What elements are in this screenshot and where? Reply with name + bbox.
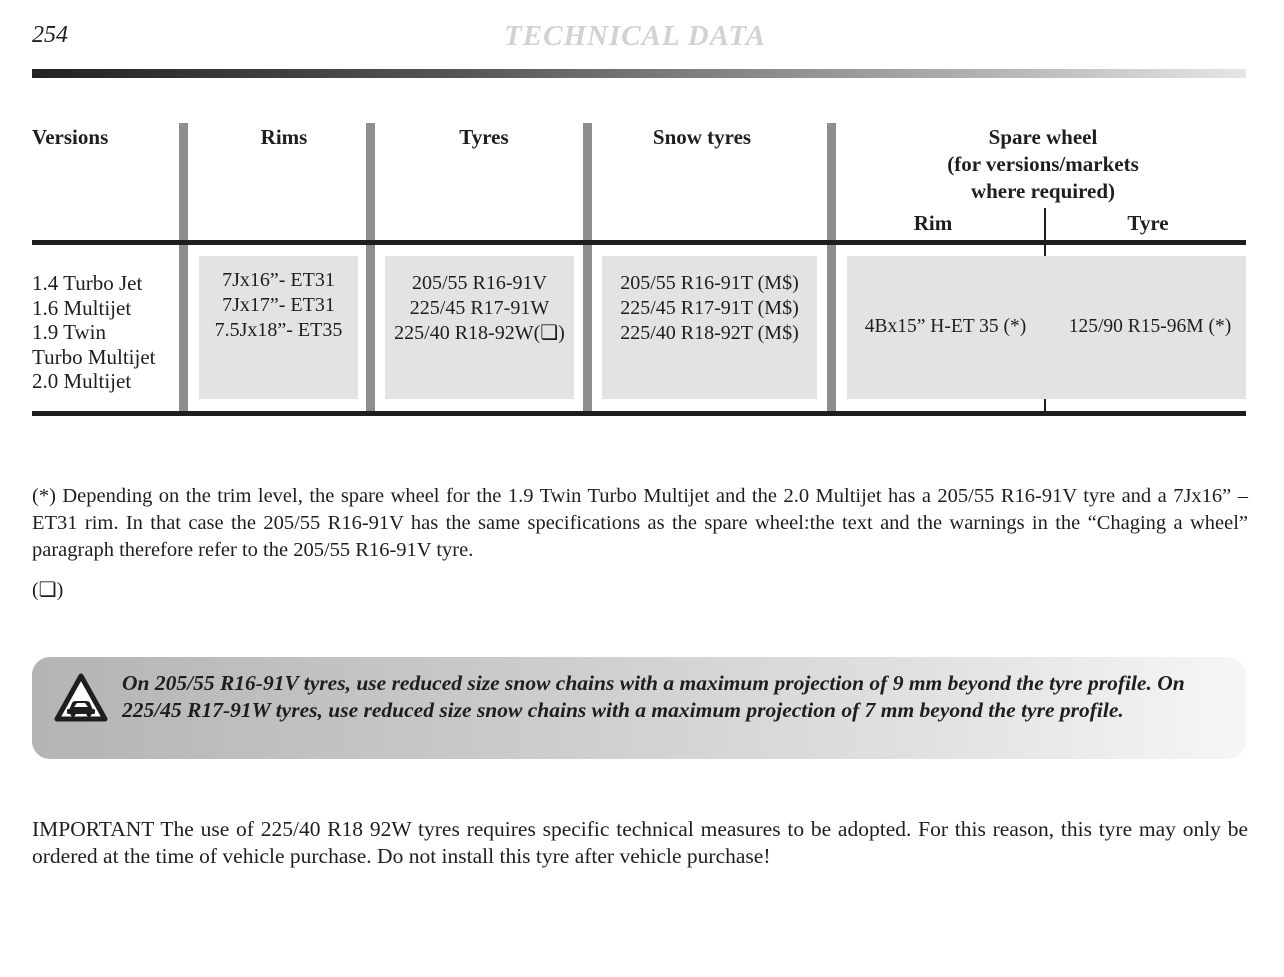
tyre-spec-table <box>0 0 1284 440</box>
snow-tyre-item: 205/55 R16-91T (M$) <box>620 272 799 294</box>
header-spare-wheel-line-2: (for versions/markets <box>947 152 1139 176</box>
page-number: 254 <box>32 22 68 48</box>
header-spare-wheel <box>838 124 1248 205</box>
column-separator <box>583 123 592 413</box>
header-spare-wheel-line-1: Spare wheel <box>988 125 1098 149</box>
spare-wheel-footnote: (*) Depending on the trim level, the spare wheel for the 1.9 Twin Turbo Multijet and the 2.0 Multijet has a 205/55 R16-91V tyre and a 7Jx16” – ET31 rim. In that case the 205/55 R16-91V has the same specifications as the spare wheel:the text and the warnings in the “Chaging a wheel” paragraph therefore refer to the 205/55 R16-91V tyre. <box>32 485 1248 561</box>
rim-item: 7.5Jx18”- ET35 <box>214 319 343 341</box>
version-item: 1.4 Turbo Jet <box>32 271 143 295</box>
snow-tyres-cell <box>602 271 817 346</box>
table-bottom-rule <box>32 411 1246 416</box>
note-mark: (❏) <box>32 579 64 601</box>
column-separator <box>827 123 836 413</box>
table-header-rule <box>32 240 1246 245</box>
header-versions: Versions <box>32 125 109 149</box>
column-separator <box>179 123 188 413</box>
header-tyres: Tyres <box>459 125 509 149</box>
header-spare-rim: Rim <box>913 211 953 235</box>
header-snow-tyres: Snow tyres <box>652 125 752 149</box>
versions-cell <box>32 271 156 394</box>
tyres-cell <box>385 271 574 346</box>
version-item: 1.9 Twin <box>32 320 106 344</box>
snow-tyre-item: 225/40 R18-92T (M$) <box>620 322 799 344</box>
important-notice: IMPORTANT The use of 225/40 R18 92W tyres requires specific technical measures to be adopted. For this reason, this tyre may only be ordered at the time of vehicle purchase. Do not install this tyre after vehicle purchase! <box>32 817 1248 868</box>
spare-rim-cell: 4Bx15” H-ET 35 (*) <box>864 316 1027 337</box>
spare-tyre-cell: 125/90 R15-96M (*) <box>1068 316 1232 337</box>
version-item: 1.6 Multijet <box>32 295 132 320</box>
version-item: Turbo Multijet <box>32 344 156 369</box>
version-item: 2.0 Multijet <box>32 369 132 393</box>
tyre-item: 205/55 R16-91V <box>412 272 547 294</box>
header-spare-wheel-line-3: where required) <box>970 179 1116 203</box>
rim-item: 7Jx17”- ET31 <box>222 294 335 316</box>
header-rims: Rims <box>260 125 308 149</box>
section-title: TECHNICAL DATA <box>504 20 766 52</box>
column-separator <box>366 123 375 413</box>
warning-triangle-car-icon <box>54 673 108 723</box>
header-spare-tyre: Tyre <box>1127 211 1169 235</box>
warning-text: On 205/55 R16-91V tyres, use reduced size snow chains with a maximum projection of 9 mm beyond the tyre profile. On 225/45 R17-91W tyres, use reduced size snow chains with a maximum projection of 7 mm beyond the tyre profile. <box>122 671 1185 722</box>
warning-box <box>32 657 1246 759</box>
tyre-item: 225/45 R17-91W <box>409 297 550 319</box>
tyre-item: 225/40 R18-92W(❏) <box>394 322 565 344</box>
rim-item: 7Jx16”- ET31 <box>222 269 335 291</box>
snow-tyre-item: 225/45 R17-91T (M$) <box>620 297 799 319</box>
rims-cell <box>199 268 358 343</box>
